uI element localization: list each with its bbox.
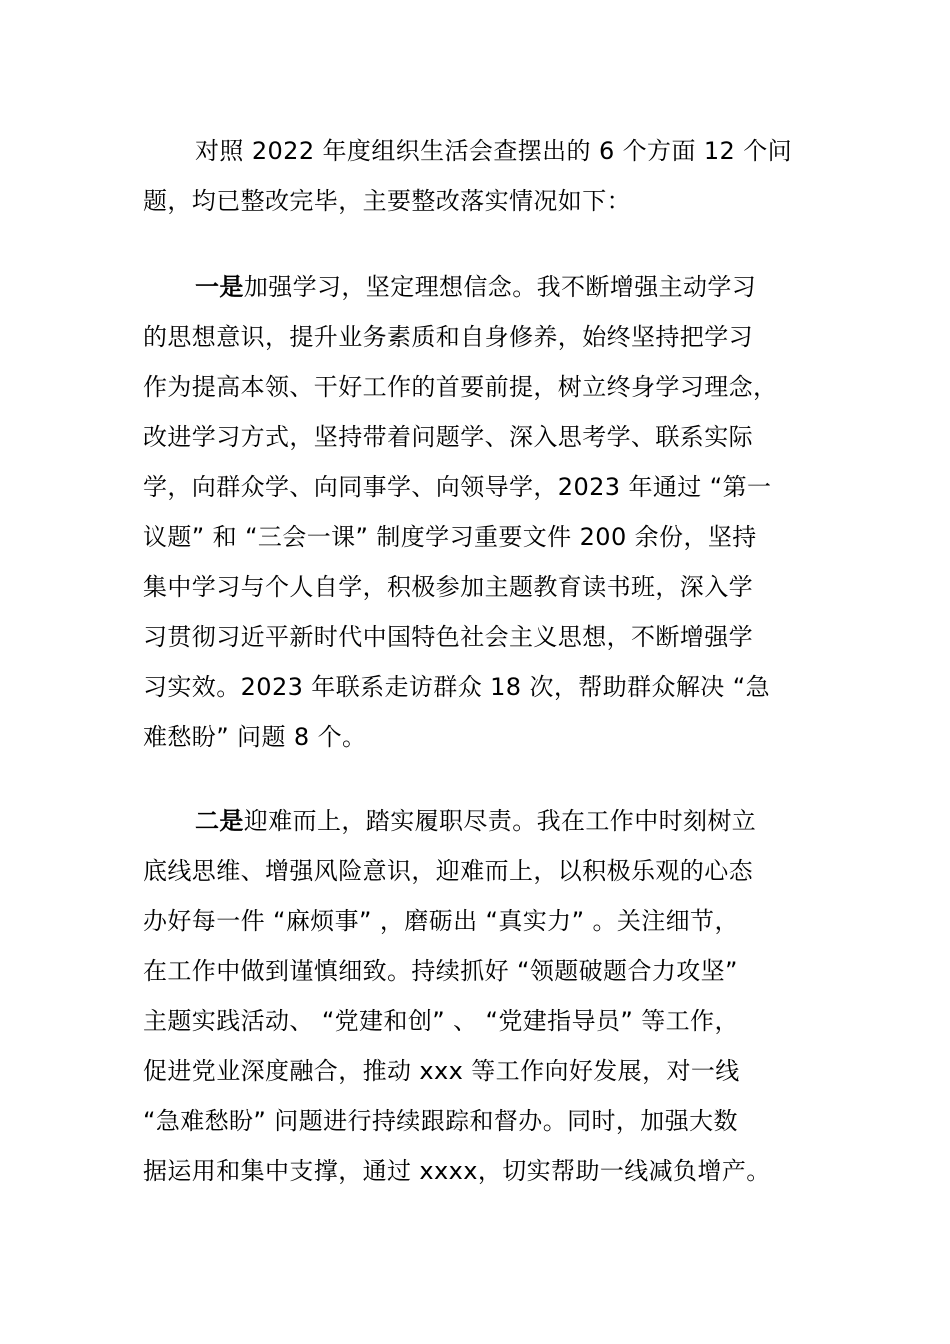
section-two-line: 促进党业深度融合，推动 xxx 等工作向好发展，对一线	[143, 1057, 740, 1085]
section-one-line: 习实效。2023 年联系走访群众 18 次，帮助群众解决 “急	[143, 673, 770, 701]
section-two-lead: 二是	[195, 807, 244, 835]
section-two-line: “急难愁盼” 问题进行持续跟踪和督办。同时，加强大数	[143, 1107, 738, 1135]
section-two-line: 办好每一件 “麻烦事” ，磨砺出 “真实力” 。关注细节，	[143, 907, 739, 935]
section-one-paragraph	[143, 262, 813, 762]
section-one-first-line	[143, 262, 813, 312]
section-one-line: 议题” 和 “三会一课” 制度学习重要文件 200 余份，坚持	[143, 523, 757, 551]
section-two-paragraph	[143, 796, 813, 1196]
section-one-lead: 一是	[195, 273, 244, 301]
section-one-line: 学，向群众学、向同事学、向领导学，2023 年通过 “第一	[143, 473, 772, 501]
section-one-line: 的思想意识，提升业务素质和自身修养，始终坚持把学习	[143, 323, 753, 351]
intro-line: 对照 2022 年度组织生活会查摆出的 6 个方面 12 个问	[195, 137, 793, 165]
intro-paragraph	[143, 126, 813, 226]
section-two-first-text: 迎难而上，踏实履职尽责。我在工作中时刻树立	[243, 807, 757, 835]
section-one-line: 改进学习方式，坚持带着问题学、深入思考学、联系实际	[143, 423, 753, 451]
section-two-line: 底线思维、增强风险意识，迎难而上，以积极乐观的心态	[143, 857, 753, 885]
section-two-line: 据运用和集中支撑，通过 xxxx，切实帮助一线减负增产。	[143, 1157, 771, 1185]
section-one-line: 难愁盼” 问题 8 个。	[143, 723, 367, 751]
section-one-line: 习贯彻习近平新时代中国特色社会主义思想，不断增强学	[143, 623, 753, 651]
intro-line: 题，均已整改完毕，主要整改落实情况如下：	[143, 187, 631, 215]
section-two-line: 主题实践活动、 “党建和创” 、 “党建指导员” 等工作，	[143, 1007, 739, 1035]
section-two-first-line	[143, 796, 813, 846]
section-one-line: 集中学习与个人自学，积极参加主题教育读书班，深入学	[143, 573, 753, 601]
section-one-line: 作为提高本领、干好工作的首要前提，树立终身学习理念，	[143, 373, 778, 401]
section-one-first-text: 加强学习，坚定理想信念。我不断增强主动学习	[243, 273, 757, 301]
section-two-line: 在工作中做到谨慎细致。持续抓好 “领题破题合力攻坚”	[143, 957, 738, 985]
